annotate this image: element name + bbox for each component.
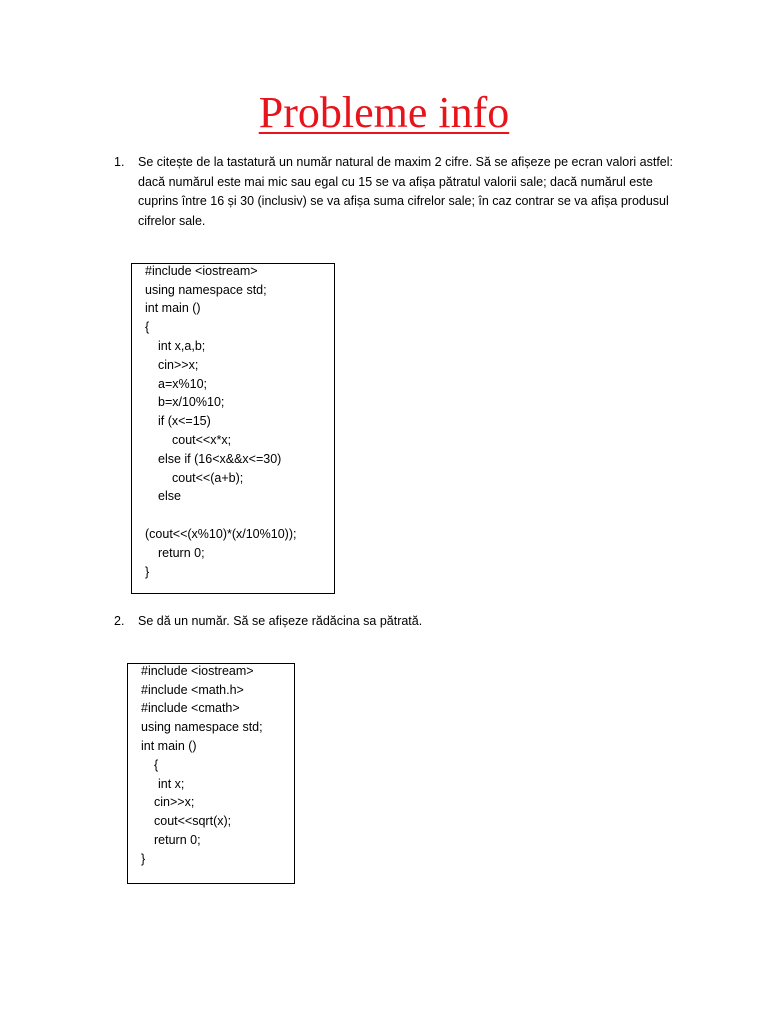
code-line: int x,a,b; [158,339,206,353]
code-line: { [154,758,159,772]
code-line: (cout<<(x%10)*(x/10%10)); [145,527,297,541]
problem-number: 1. [114,155,125,169]
code-line: cin>>x; [154,795,195,809]
code-line: else if (16<x&&x<=30) [158,452,282,466]
problem-statement: Se dă un număr. Să se afișeze rădăcina sa pătrată. [138,614,423,628]
page-title: Probleme info [258,88,510,137]
code-line: cout<<(a+b); [172,471,244,485]
code-line: using namespace std; [141,720,263,734]
code-line: #include <iostream> [145,264,258,278]
code-line: else [158,489,181,503]
code-line: #include <iostream> [141,664,254,678]
code-line: int main () [141,739,197,753]
code-line: } [145,565,150,579]
code-line: cout<<sqrt(x); [154,814,232,828]
code-line: int x; [158,777,185,791]
code-line: } [141,852,146,866]
code-line: int main () [145,301,201,315]
code-line: if (x<=15) [158,414,211,428]
code-line: #include <math.h> [141,683,244,697]
code-line: return 0; [154,833,201,847]
problem-statement: Se citește de la tastatură un număr natural de maxim 2 cifre. Să se afișeze pe ecran valori astfel: dacă numărul este mai mic sau egal cu 15 se va afișa pătratul valorii sale; dacă numărul este cuprins între 16 și 30 (inclusiv) se va afișa suma cifrelor sale; în caz contrar se va afișa produsul cifrelor sale. [138,155,673,228]
code-line: cin>>x; [158,358,199,372]
code-line: #include <cmath> [141,701,240,715]
code-line: using namespace std; [145,283,267,297]
code-line: cout<<x*x; [172,433,232,447]
code-block-1 [131,263,335,594]
code-line: return 0; [158,546,205,560]
code-line: { [145,320,150,334]
problem-number: 2. [114,614,125,628]
code-line: a=x%10; [158,377,207,391]
code-block-2 [127,663,295,884]
code-line: b=x/10%10; [158,395,225,409]
